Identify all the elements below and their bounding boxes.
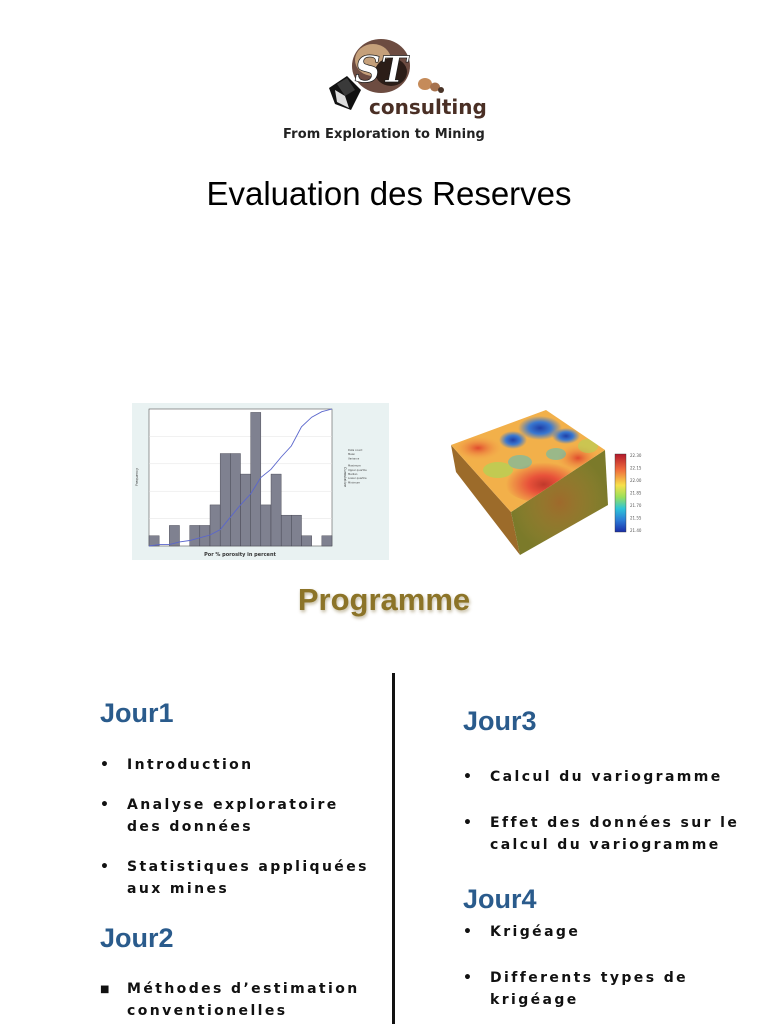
jour2-list: [100, 978, 370, 1022]
page-title: Evaluation des Reserves: [206, 175, 572, 212]
statistic-label: Lower quartile: [348, 477, 367, 481]
y-axis-label: Frequency: [135, 467, 139, 487]
color-scale-label: 22.30: [630, 453, 642, 458]
color-scale-labels: [630, 453, 642, 533]
y2-axis-label: Cumulative: [343, 467, 347, 487]
x-axis-label: Por % porosity in percent: [204, 552, 276, 558]
list-item: • Introduction: [100, 757, 254, 773]
statistic-label: Data count: [348, 449, 363, 452]
list-item: ■ Méthodes d’estimation conventionelles: [100, 981, 360, 1019]
statistic-label: Variance: [348, 457, 360, 461]
column-divider: [392, 673, 395, 1024]
histogram-bar: [322, 536, 332, 546]
statistic-label: Minimum: [348, 481, 361, 485]
st-consulting-logo: [325, 38, 487, 120]
histogram-bar: [281, 515, 291, 546]
programme-heading: Programme: [297, 582, 471, 617]
color-scale-label: 21.85: [630, 490, 642, 496]
block-model-3d: [448, 410, 664, 560]
color-scale-bar: [615, 454, 626, 532]
histogram-bar: [261, 505, 271, 546]
histogram-bar: [271, 474, 281, 546]
jour3-list: [463, 766, 753, 856]
list-item: • Krigéage: [463, 924, 581, 940]
jour4-heading: Jour4: [463, 884, 537, 914]
jour1-heading: Jour1: [100, 698, 174, 728]
list-item: • Effet des données sur le calcul du variogramme: [463, 815, 740, 853]
tagline: From Exploration to Mining: [283, 127, 485, 142]
histogram-bar: [291, 515, 301, 546]
statistic-label: Mean: [348, 453, 356, 457]
color-scale-label: 21.70: [630, 503, 642, 508]
list-item: • Differents types de krigéage: [463, 970, 689, 1008]
histogram-bar: [210, 505, 220, 546]
list-item: • Statistiques appliquées aux mines: [100, 859, 369, 897]
porosity-histogram-chart: [132, 403, 389, 560]
svg-text:ST: ST: [354, 49, 408, 91]
color-scale-label: 22.00: [630, 478, 642, 483]
jour1-list: [100, 754, 370, 900]
histogram-bar: [241, 474, 251, 546]
histogram-bar: [190, 525, 200, 546]
color-scale-label: 21.40: [630, 528, 642, 533]
color-scale-label: 21.55: [630, 515, 642, 521]
statistic-label: Median: [348, 473, 358, 476]
statistic-label: Maximum: [348, 464, 361, 468]
histogram-bar: [302, 536, 312, 546]
color-scale-label: 22.15: [630, 465, 642, 471]
statistic-label: Upper quartile: [348, 468, 367, 472]
list-item: • Analyse exploratoire des données: [100, 797, 339, 835]
jour3-heading: Jour3: [463, 706, 537, 736]
histogram-bar: [230, 454, 240, 546]
histogram-bar: [220, 454, 230, 546]
svg-text:consulting: consulting: [369, 95, 487, 119]
jour4-list: [463, 921, 753, 1011]
list-item: • Calcul du variogramme: [463, 769, 723, 785]
jour2-heading: Jour2: [100, 923, 174, 953]
